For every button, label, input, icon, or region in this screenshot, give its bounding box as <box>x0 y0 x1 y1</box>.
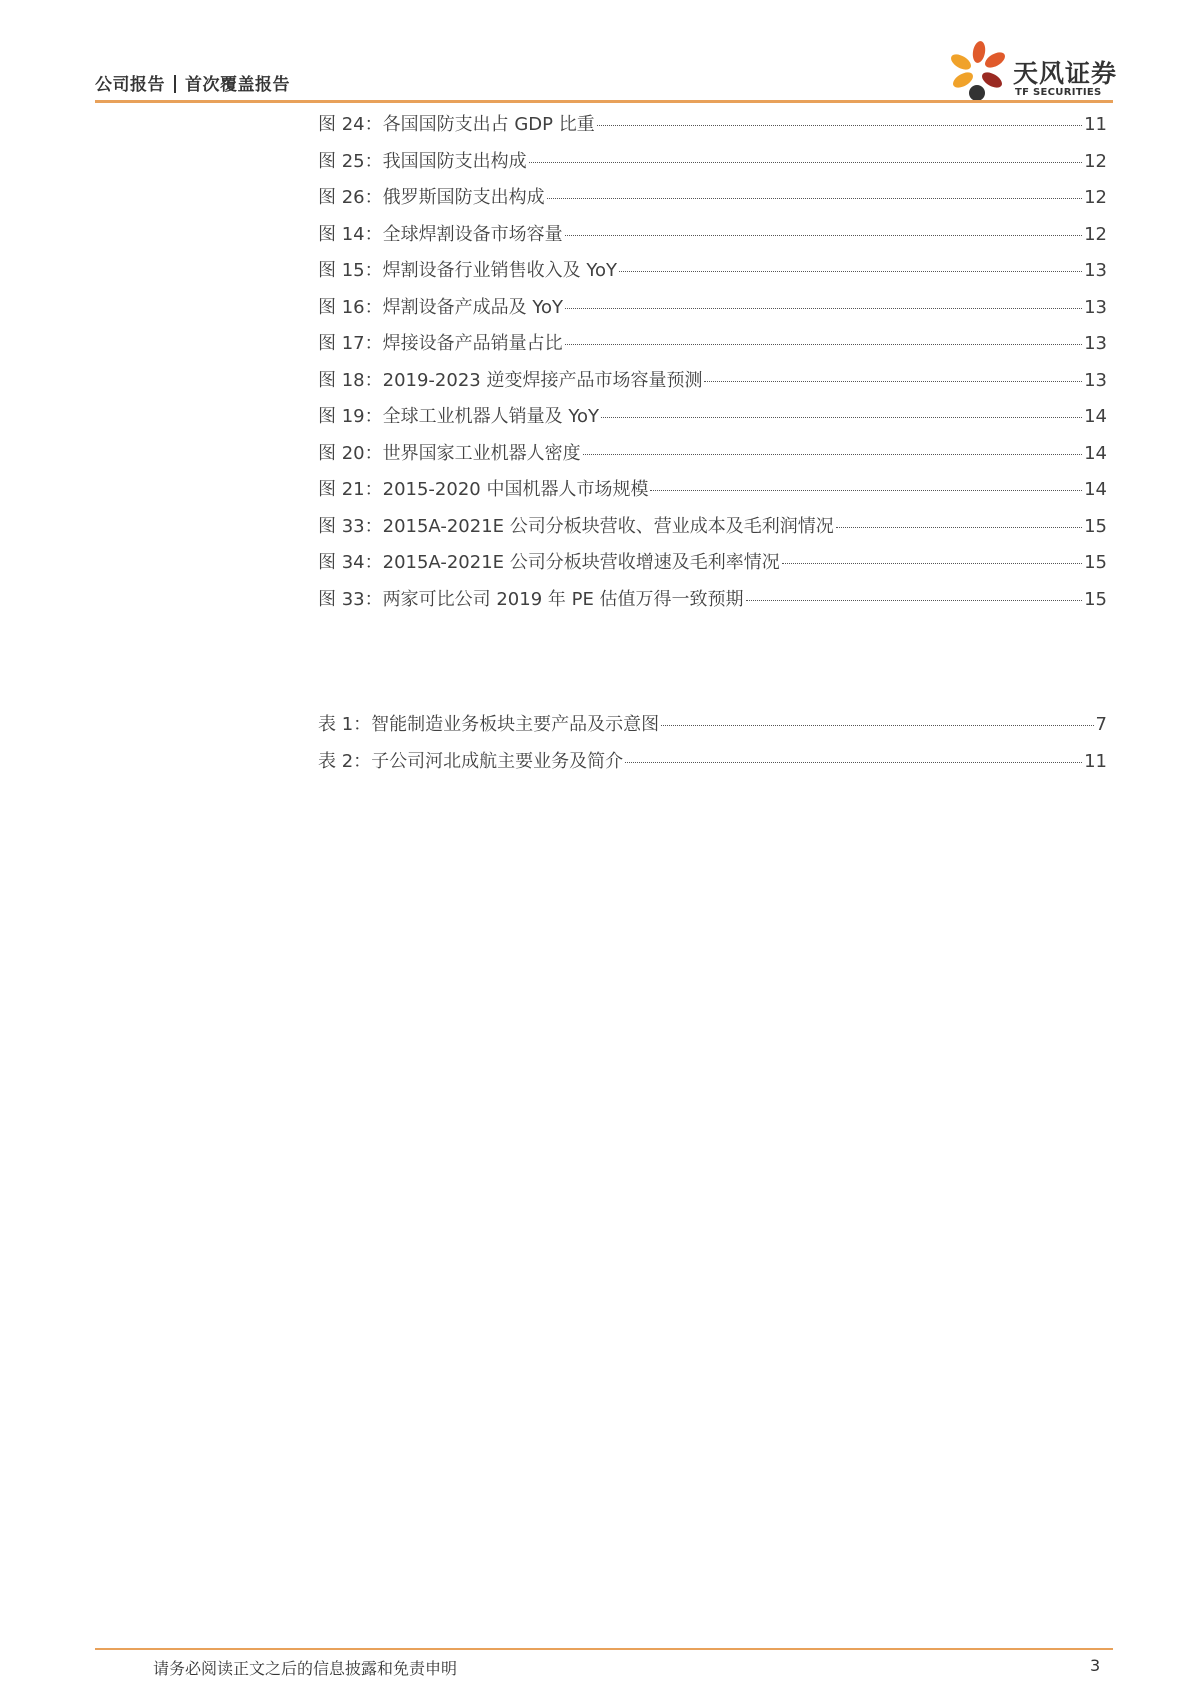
toc-leader <box>583 454 1082 455</box>
flower-logo-icon <box>945 38 1015 108</box>
header-divider <box>95 100 1113 103</box>
toc-entry-label: 图 24：各国国防支出占 GDP 比重 <box>318 114 595 135</box>
toc-entry-page: 14 <box>1084 406 1107 427</box>
toc-leader <box>601 417 1082 418</box>
toc-leader <box>619 271 1082 272</box>
toc-entry-page: 15 <box>1084 588 1107 610</box>
toc-entry[interactable] <box>318 439 1107 476</box>
toc-entry-label: 图 19：全球工业机器人销量及 YoY <box>318 406 599 427</box>
toc-leader <box>836 527 1082 528</box>
toc-leader <box>746 600 1083 601</box>
logo-name-en: TF SECURITIES <box>1015 87 1102 98</box>
toc-entry-label: 表 1：智能制造业务板块主要产品及示意图 <box>318 714 660 735</box>
toc-entry-label: 图 33：两家可比公司 2019 年 PE 估值万得一致预期 <box>318 588 744 610</box>
toc-entry-label: 图 18：2019-2023 逆变焊接产品市场容量预测 <box>318 369 703 391</box>
toc-leader <box>704 381 1082 382</box>
toc-leader <box>597 125 1082 126</box>
toc-entry-page: 13 <box>1084 369 1107 391</box>
page-number: 3 <box>1090 1656 1101 1675</box>
toc-entry[interactable] <box>318 512 1107 549</box>
toc-entry[interactable] <box>318 548 1107 585</box>
header-report-subtype: 首次覆盖报告 <box>185 75 290 95</box>
toc-entry-page: 13 <box>1084 260 1107 281</box>
toc-entry-label: 图 20：世界国家工业机器人密度 <box>318 442 581 464</box>
toc-entry[interactable] <box>318 366 1107 403</box>
toc-entry-label: 图 25：我国国防支出构成 <box>318 150 527 172</box>
toc-entry-page: 15 <box>1084 515 1107 537</box>
toc-leader <box>625 762 1082 763</box>
toc-entry[interactable] <box>318 402 1107 439</box>
toc-leader <box>565 308 1082 309</box>
toc-entry-label: 图 26：俄罗斯国防支出构成 <box>318 187 545 208</box>
report-header <box>95 70 290 95</box>
toc-entry-page: 13 <box>1084 333 1107 354</box>
toc-entry-label: 图 14：全球焊割设备市场容量 <box>318 223 563 245</box>
toc-entry-label: 图 34：2015A-2021E 公司分板块营收增速及毛利率情况 <box>318 552 780 573</box>
toc-leader <box>782 563 1082 564</box>
toc-entry-page: 7 <box>1095 714 1107 735</box>
table-index <box>318 710 1107 783</box>
toc-entry[interactable] <box>318 710 1107 747</box>
toc-entry-label: 图 16：焊割设备产成品及 YoY <box>318 296 563 318</box>
toc-entry-page: 11 <box>1084 750 1107 772</box>
toc-entry-page: 12 <box>1084 223 1107 245</box>
toc-leader <box>565 235 1082 236</box>
toc-entry-page: 14 <box>1084 479 1107 500</box>
company-logo <box>945 38 1125 108</box>
toc-entry[interactable] <box>318 256 1107 293</box>
toc-entry-page: 13 <box>1084 296 1107 318</box>
toc-leader <box>529 162 1082 163</box>
toc-entry-page: 12 <box>1084 187 1107 208</box>
logo-name-cn: 天风证券 <box>1013 59 1118 88</box>
toc-entry-label: 表 2：子公司河北成航主要业务及简介 <box>318 750 624 772</box>
toc-entry-page: 14 <box>1084 442 1107 464</box>
toc-leader <box>565 344 1082 345</box>
toc-entry-page: 15 <box>1084 552 1107 573</box>
toc-entry[interactable] <box>318 585 1107 622</box>
toc-entry[interactable] <box>318 220 1107 257</box>
footer-divider <box>95 1648 1113 1650</box>
toc-entry-page: 12 <box>1084 150 1107 172</box>
toc-entry[interactable] <box>318 110 1107 147</box>
toc-entry-page: 11 <box>1084 114 1107 135</box>
toc-leader <box>650 490 1082 491</box>
toc-entry[interactable] <box>318 475 1107 512</box>
toc-entry[interactable] <box>318 747 1107 784</box>
toc-entry[interactable] <box>318 329 1107 366</box>
toc-entry[interactable] <box>318 147 1107 184</box>
toc-entry-label: 图 15：焊割设备行业销售收入及 YoY <box>318 260 617 281</box>
toc-entry-label: 图 21：2015-2020 中国机器人市场规模 <box>318 479 649 500</box>
toc-leader <box>547 198 1082 199</box>
header-separator <box>174 75 176 93</box>
toc-entry[interactable] <box>318 293 1107 330</box>
toc-leader <box>661 725 1093 726</box>
toc-entry-label: 图 33：2015A-2021E 公司分板块营收、营业成本及毛利润情况 <box>318 515 834 537</box>
toc-entry-label: 图 17：焊接设备产品销量占比 <box>318 333 563 354</box>
toc-entry[interactable] <box>318 183 1107 220</box>
figure-index <box>318 110 1107 621</box>
header-report-type: 公司报告 <box>95 75 165 95</box>
footer-disclaimer: 请务必阅读正文之后的信息披露和免责申明 <box>153 1659 458 1678</box>
